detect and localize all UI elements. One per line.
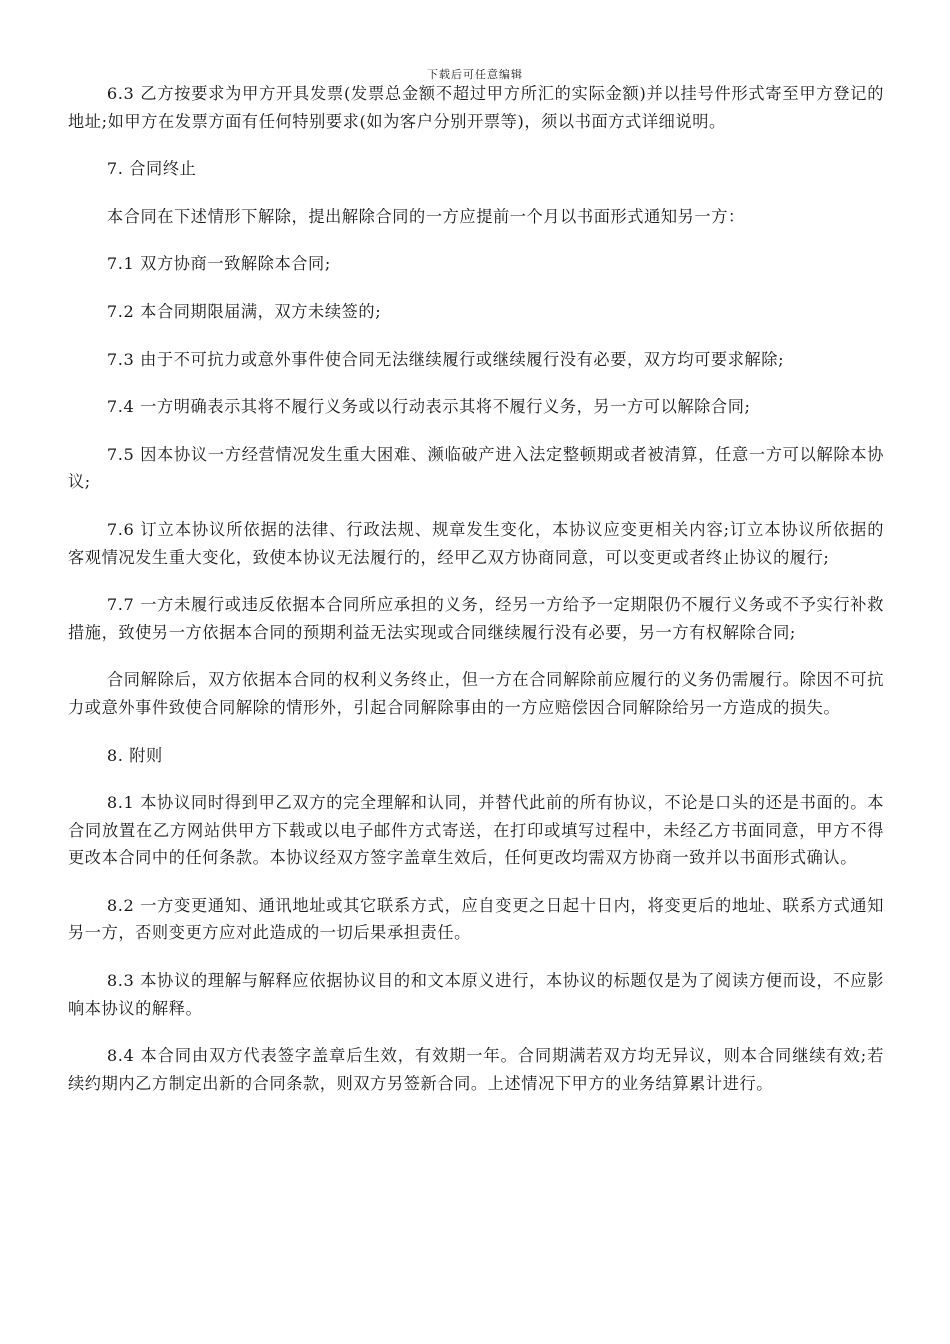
clause-8-4: 8.4 本合同由双方代表签字盖章后生效，有效期一年。合同期满若双方均无异议，则本合同继续有效;若续约期内乙方制定出新的合同条款，则双方另签新合同。上述情况下甲方的业务结算累计进行。 (68, 1046, 884, 1093)
termination-consequence: 合同解除后，双方依据本合同的权利义务终止，但一方在合同解除前应履行的义务仍需履行。除因不可抗力或意外事件致使合同解除的情形外，引起合同解除事由的一方应赔偿因合同解除给另一方造成的损失。 (68, 670, 884, 717)
clause-7-7: 7.7 一方未履行或违反依据本合同所应承担的义务，经另一方给予一定期限仍不履行义务或不予实行补救措施，致使另一方依据本合同的预期利益无法实现或合同继续履行没有必要，另一方有权解除合同; (68, 595, 884, 642)
clause-7-2: 7.2 本合同期限届满，双方未续签的; (106, 301, 382, 321)
clause-8-1: 8.1 本协议同时得到甲乙双方的完全理解和认同，并替代此前的所有协议，不论是口头的还是书面的。本合同放置在乙方网站供甲方下载或以电子邮件方式寄送，在打印或填写过程中，未经乙方书面同意，甲方不得更改本合同中的任何条款。本协议经双方签字盖章生效后，任何更改均需双方协商一致并以书面形式确认。 (68, 793, 884, 868)
page-header: 下载后可任意编辑 (427, 68, 523, 81)
clause-8-2: 8.2 一方变更通知、通讯地址或其它联系方式，应自变更之日起十日内，将变更后的地址、联系方式通知另一方，否则变更方应对此造成的一切后果承担责任。 (68, 895, 884, 943)
clause-7-4: 7.4 一方明确表示其将不履行义务或以行动表示其将不履行义务，另一方可以解除合同; (106, 397, 751, 417)
section-heading-8: 8. 附则 (106, 745, 163, 765)
clause-6-3: 6.3 乙方按要求为甲方开具发票(发票总金额不超过甲方所汇的实际金额)并以挂号件形式寄至甲方登记的地址;如甲方在发票方面有任何特别要求(如为客户分别开票等)，须以书面方式详细说明。 (68, 84, 884, 131)
clause-7-1: 7.1 双方协商一致解除本合同; (106, 254, 331, 274)
clause-7-3: 7.3 由于不可抗力或意外事件使合同无法继续履行或继续履行没有必要，双方均可要求解除; (106, 349, 785, 369)
clause-7-6: 7.6 订立本协议所依据的法律、行政法规、规章发生变化，本协议应变更相关内容;订立本协议所依据的客观情况发生重大变化，致使本协议无法履行的，经甲乙双方协商同意，可以变更或者终止协议的履行; (68, 519, 884, 567)
section-heading-7: 7. 合同终止 (106, 159, 197, 179)
document-body (68, 80, 884, 1117)
section-7-intro: 本合同在下述情形下解除，提出解除合同的一方应提前一个月以书面形式通知另一方： (106, 206, 745, 226)
clause-8-3: 8.3 本协议的理解与解释应依据协议目的和文本原义进行，本协议的标题仅是为了阅读方便而设，不应影响本协议的解释。 (68, 971, 884, 1018)
clause-7-5: 7.5 因本协议一方经营情况发生重大困难、濒临破产进入法定整顿期或者被清算，任意一方可以解除本协议; (68, 444, 884, 492)
